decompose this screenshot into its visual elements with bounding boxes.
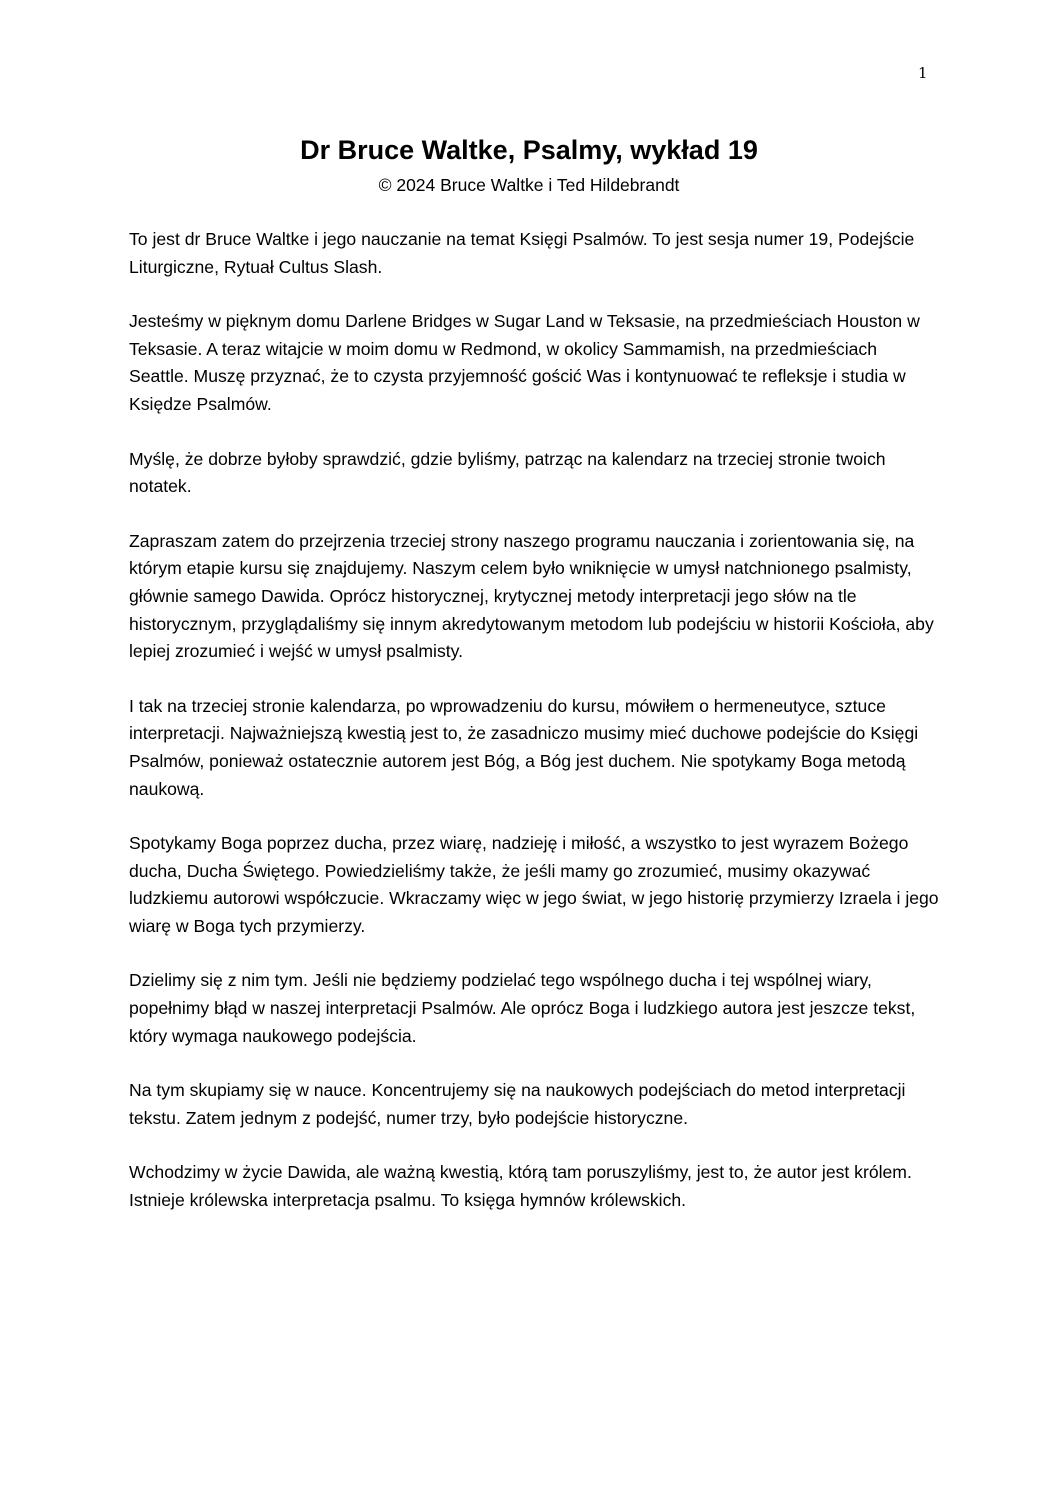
paragraph: Spotykamy Boga poprzez ducha, przez wiarę, nadzieję i miłość, a wszystko to jest wyrazem Bożego ducha, Ducha Świętego. Powiedzieliśmy także, że jeśli mamy go zrozumieć, musimy okazywać ludzkiemu autorowi współczucie. Wkraczamy więc w jego świat, w jego historię przymierzy Izraela i jego wiarę w Boga tych przymierzy. — [129, 833, 939, 936]
paragraph: Jesteśmy w pięknym domu Darlene Bridges w Sugar Land w Teksasie, na przedmieściach Houston w Teksasie. A teraz witajcie w moim domu w Redmond, w okolicy Sammamish, na przedmieściach Seattle. Muszę przyznać, że to czysta przyjemność gościć Was i kontynuować te refleksje i studia w Księdze Psalmów. — [129, 311, 920, 414]
page-number: 1 — [918, 64, 928, 82]
copyright-line: © 2024 Bruce Waltke i Ted Hildebrandt — [378, 175, 680, 195]
paragraph: Dzielimy się z nim tym. Jeśli nie będziemy podzielać tego wspólnego ducha i tej wspólnej wiary, popełnimy błąd w naszej interpretacji Psalmów. Ale oprócz Boga i ludzkiego autora jest jeszcze tekst, który wymaga naukowego podejścia. — [129, 970, 916, 1046]
paragraph: I tak na trzeciej stronie kalendarza, po wprowadzeniu do kursu, mówiłem o hermeneutyce, sztuce interpretacji. Najważniejszą kwestią jest to, że zasadniczo musimy mieć duchowe podejście do Księgi Psalmów, ponieważ ostatecznie autorem jest Bóg, a Bóg jest duchem. Nie spotykamy Boga metodą naukową. — [129, 695, 919, 799]
document-title: Dr Bruce Waltke, Psalmy, wykład 19 — [300, 135, 758, 165]
paragraph: Zapraszam zatem do przejrzenia trzeciej strony naszego programu nauczania i zorientowania się, na którym etapie kursu się znajdujemy. Naszym celem było wniknięcie w umysł natchnionego psalmisty, głównie samego Dawida. Oprócz historycznej, krytycznej metody interpretacji jego słów na tle historycznym, przyglądaliśmy się innym akredytowanym metodom lub podejściu w historii Kościoła, aby lepiej zrozumieć i wejść w umysł psalmisty. — [129, 530, 934, 662]
paragraph: To jest dr Bruce Waltke i jego nauczanie na temat Księgi Psalmów. To jest sesja numer 19, Podejście Liturgiczne, Rytuał Cultus Slash. — [129, 229, 915, 277]
paragraph: Wchodzimy w życie Dawida, ale ważną kwestią, którą tam poruszyliśmy, jest to, że autor jest królem. Istnieje królewska interpretacja psalmu. To księga hymnów królewskich. — [129, 1162, 912, 1211]
paragraph: Myślę, że dobrze byłoby sprawdzić, gdzie byliśmy, patrząc na kalendarz na trzeciej stronie twoich notatek. — [129, 448, 886, 497]
paragraph: Na tym skupiamy się w nauce. Koncentrujemy się na naukowych podejściach do metod interpretacji tekstu. Zatem jednym z podejść, numer trzy, było podejście historyczne. — [129, 1080, 906, 1128]
document-body — [129, 226, 939, 1242]
